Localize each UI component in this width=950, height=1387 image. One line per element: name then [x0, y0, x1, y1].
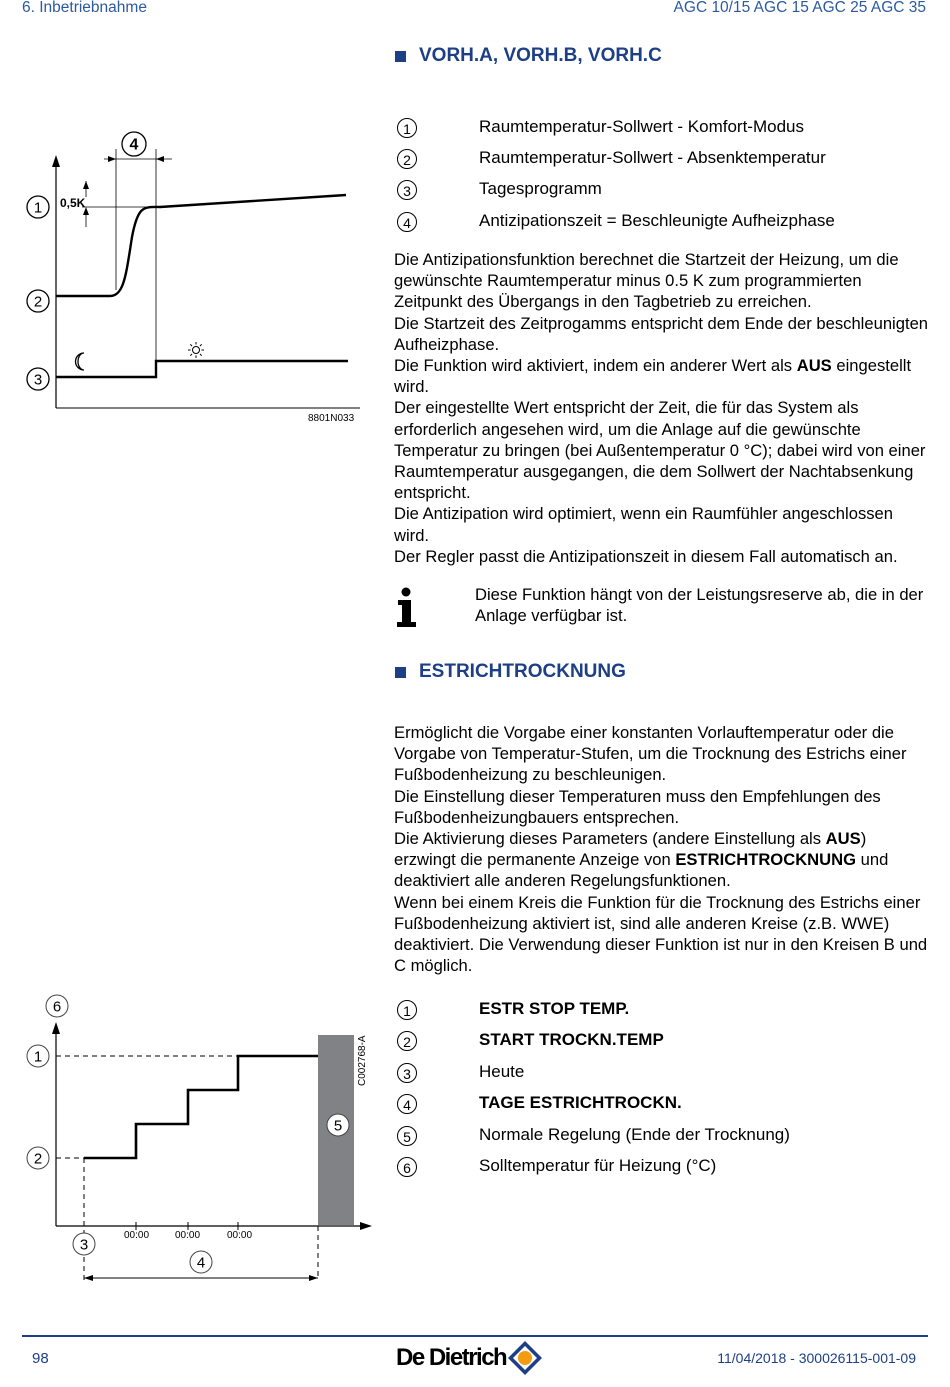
- svg-text:3: 3: [33, 371, 43, 389]
- svg-text:2: 2: [33, 293, 43, 311]
- svg-text:1: 1: [33, 199, 43, 217]
- header-models: AGC 10/15 AGC 15 AGC 25 AGC 35: [673, 0, 926, 16]
- paragraph: Ermöglicht die Vorgabe einer konstanten Vorlauftemperatur oder die Vorgabe von Temperatur-Stufen, um die Trocknung des Estrichs einer Fußbodenheizung zu beschleunigen.: [394, 723, 907, 785]
- section-title-vorh: VORH.A, VORH.B, VORH.C: [419, 45, 662, 66]
- callout-2: [27, 290, 49, 312]
- anticipation-diagram: [20, 125, 365, 425]
- svg-text:5: 5: [333, 1117, 343, 1135]
- heading-square-icon: [395, 51, 406, 62]
- paragraph: Der eingestellte Wert entspricht der Zeit, die für das System als erforderlich angesehen wird, um die Anlage auf die gewünschte Temperatur zu bringen (bei Außentemperatur 0 °C); dabei wird von einer Raumtemperatur ausgegangen, die dem Sollwert der Nachtabsenkung entspricht.: [394, 398, 926, 503]
- paragraph: Die Antizipation wird optimiert, wenn ein Raumfühler angeschlossen wird.: [394, 504, 893, 545]
- svg-text:4: 4: [196, 1254, 206, 1272]
- footer-divider: [22, 1335, 928, 1337]
- document-reference: 11/04/2018 - 300026115-001-09: [717, 1350, 916, 1366]
- section-title-estrich: ESTRICHTROCKNUNG: [419, 661, 626, 682]
- callout-1: [27, 196, 49, 218]
- diagram-code-1: 8801N033: [308, 413, 355, 424]
- time-label: 00:00: [124, 1230, 150, 1241]
- callout-1: [27, 1045, 49, 1067]
- svg-text:4: 4: [129, 136, 139, 154]
- header-section: 6. Inbetriebnahme: [22, 0, 147, 16]
- paragraph: Der Regler passt die Antizipationszeit in diesem Fall automatisch an.: [394, 546, 898, 566]
- moon-icon: [76, 353, 85, 370]
- info-note: Diese Funktion hängt von der Leistungsreserve ab, die in der Anlage verfügbar ist.: [475, 585, 924, 626]
- callout-4: [190, 1251, 212, 1273]
- legend-item-3: 3 Tagesprogramm: [397, 178, 417, 200]
- callout-3: [27, 368, 49, 390]
- info-icon: [395, 587, 421, 629]
- paragraph: Die Funktion wird aktiviert, indem ein anderer Wert als AUS eingestellt wird.: [394, 356, 912, 397]
- screed-drying-diagram: [20, 990, 375, 1290]
- brand-name: De Dietrich: [396, 1344, 507, 1371]
- heading-square-icon: [395, 667, 406, 678]
- time-label: 00:00: [175, 1230, 201, 1241]
- estrich-description: [394, 722, 932, 976]
- legend-item-4: 4 Antizipationszeit = Beschleunigte Aufheizphase: [397, 210, 417, 232]
- legend-item-2: 2 Raumtemperatur-Sollwert - Absenktemperatur: [397, 147, 417, 169]
- callout-5: [327, 1114, 349, 1136]
- legend-item-2: 2 START TROCKN.TEMP: [397, 1029, 417, 1051]
- offset-label: 0,5K: [60, 196, 86, 210]
- svg-text:3: 3: [79, 1236, 89, 1254]
- callout-3: [73, 1233, 95, 1255]
- sun-icon: [188, 342, 204, 358]
- brand-diamond-icon: [507, 1340, 543, 1376]
- svg-text:1: 1: [33, 1048, 43, 1066]
- paragraph: Die Einstellung dieser Temperaturen muss den Empfehlungen des Fußbodenheizungbauers entsprechen.: [394, 786, 881, 827]
- brand-logo: [396, 1340, 543, 1376]
- callout-6: [46, 995, 68, 1017]
- paragraph: Die Antizipationsfunktion berechnet die Startzeit der Heizung, um die gewünschte Raumtemperatur minus 0.5 K zum programmierten Zeitpunkt des Übergangs in den Tagbetrieb zu erreichen.: [394, 250, 899, 312]
- legend-item-3: 3 Heute: [397, 1061, 417, 1083]
- callout-4: [122, 132, 146, 156]
- paragraph: Wenn bei einem Kreis die Funktion für die Trocknung des Estrichs einer Fußbodenheizung aktiviert ist, sind alle anderen Kreise (z.B. WWE) deaktiviert. Die Verwendung dieser Funktion ist nur in den Kreisen B und C möglich.: [394, 892, 928, 976]
- legend-item-6: 6 Solltemperatur für Heizung (°C): [397, 1155, 417, 1177]
- diagram-code-2: C002768-A: [357, 1035, 368, 1086]
- svg-text:6: 6: [52, 998, 62, 1016]
- section-heading-estrich: [395, 661, 626, 683]
- page-number: 98: [32, 1350, 49, 1367]
- callout-2: [27, 1147, 49, 1169]
- paragraph: Die Startzeit des Zeitprogamms entspricht dem Ende der beschleunigten Aufheizphase.: [394, 313, 929, 354]
- paragraph: Die Aktivierung dieses Parameters (andere Einstellung als AUS) erzwingt die permanente Anzeige von ESTRICHTROCKNUNG und deaktiviert alle anderen Regelungsfunktionen.: [394, 829, 889, 891]
- section-heading-vorh: [395, 45, 662, 67]
- legend-item-5: 5 Normale Regelung (Ende der Trocknung): [397, 1124, 417, 1146]
- legend-item-1: 1 ESTR STOP TEMP.: [397, 998, 417, 1020]
- vorh-description: [394, 249, 932, 567]
- svg-text:2: 2: [33, 1150, 43, 1168]
- legend-item-4: 4 TAGE ESTRICHTROCKN.: [397, 1092, 417, 1114]
- time-label: 00:00: [227, 1230, 253, 1241]
- legend-item-1: 1 Raumtemperatur-Sollwert - Komfort-Modus: [397, 116, 417, 138]
